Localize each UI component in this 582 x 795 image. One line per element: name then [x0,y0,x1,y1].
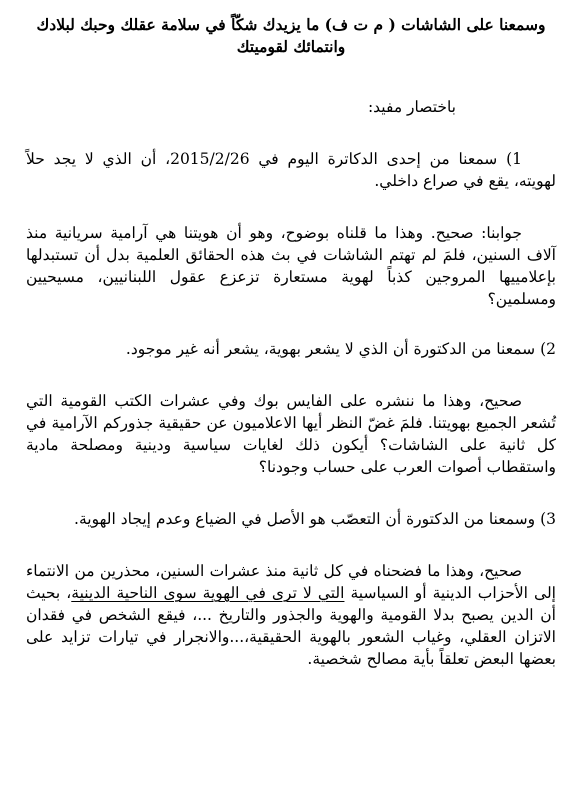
reply-3 [26,560,556,670]
reply-1: جوابنا: صحيح. وهذا ما قلناه بوضوح، وهو أن هويتنا هي آرامية سريانية منذ آلاف السنين، فلمَ لم تهتم الشاشات في بث هذه الحقائق العلمية بدل أن تستبدلها بإعلامييها المروجين كذباً لهوية مستعارة تزعزع عقول اللبنانيين، مسيحيين ومسلمين؟ [26,224,556,308]
document-title: وسمعنا على الشاشات ( م ت ف) ما يزيدك شكّاً في سلامة عقلك وحبك لبلادك وانتمائك لقوميتك [36,15,546,56]
point-2: 2) سمعنا من الدكتورة أن الذي لا يشعر بهوية، يشعر أنه غير موجود. [125,340,556,358]
point-1: 1) سمعنا من إحدى الدكاترة اليوم في 2015/2/26، أن الذي لا يجد حلاً لهويته، يقع في صراع داخلي. [26,150,556,190]
intro-line: باختصار مفيد: [367,98,456,116]
point-3: 3) وسمعنا من الدكتورة أن التعصّب هو الأصل في الضياع وعدم إيجاد الهوية. [74,510,556,528]
reply-2: صحيح، وهذا ما ننشره على الفايس بوك وفي عشرات الكتب القومية التي تُشعر الجميع بهويتنا. فلمَ غضّ النظر أيها الاعلاميون عن حقيقية جذوركم الآرامية في كل ثانية على الشاشات؟ أيكون ذلك لغايات سياسية ودينية ومصلحة مادية واستقطاب أصوات العرب على حساب وجودنا؟ [26,392,556,476]
reply-3-underlined-text: التي لا ترى في الهوية سوى الناحية الدينية [71,584,345,602]
reply-3-text-start: صحيح، وهذا ما فضحناه في كل ثانية منذ عشرات السنين، محذرين من الانتماء إلى الأحزاب الدينية أو السياسية [26,562,556,602]
reply-3-text-end: ، بحيث أن الدين يصبح بدلا القومية والهوية والجذور والتاريخ ...، فيقع الشخص في فقدان الاتزان العقلي، وغياب الشعور بالهوية الحقيقية،...والانجرار في تيارات تزايد على بعضها البعض تعلقاً بأية مصالح شخصية. [26,584,556,668]
